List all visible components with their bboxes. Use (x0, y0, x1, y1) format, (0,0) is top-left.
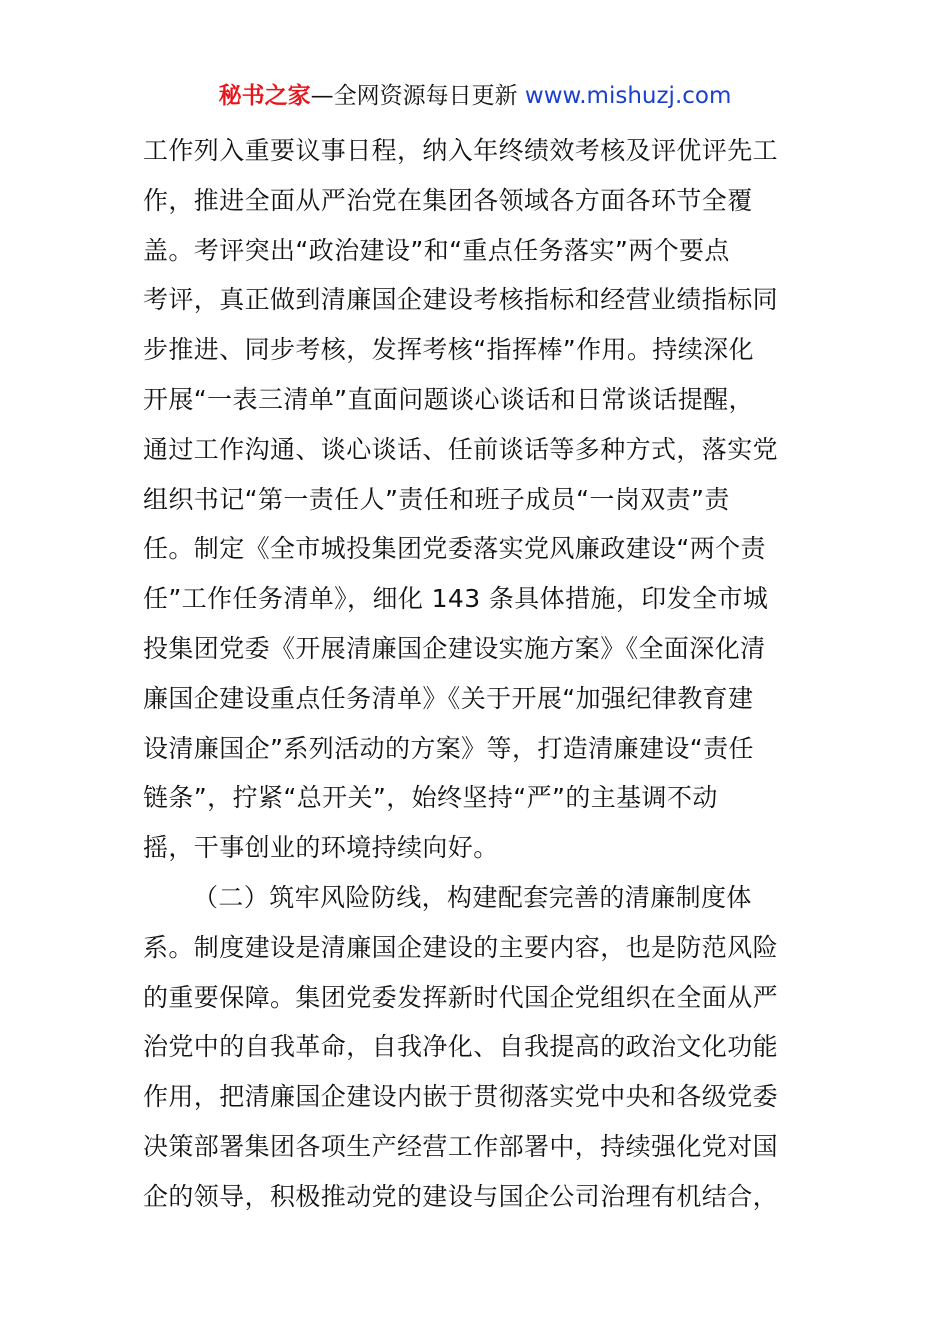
text-line: 决策部署集团各项生产经营工作部署中，持续强化党对国 (143, 1131, 779, 1161)
site-brand: 秘书之家 (218, 83, 311, 109)
section-heading-line: （二）筑牢风险防线，构建配套完善的清廉制度体 (193, 882, 752, 912)
text-line: 工作列入重要议事日程，纳入年终绩效考核及评优评先工 (143, 136, 779, 165)
text-line: 作用，把清廉国企建设内嵌于贯彻落实党中央和各级党委 (143, 1082, 779, 1112)
text-line: 任。制定《全市城投集团党委落实党风廉政建设“两个责 (143, 534, 766, 564)
text-line: 任”工作任务清单》，细化 143 条具体措施，印发全市城 (143, 584, 769, 614)
text-line: 链条”，拧紧“总开关”，始终坚持“严”的主基调不动 (143, 783, 718, 813)
text-line: 摇，干事创业的环境持续向好。 (143, 833, 499, 863)
paragraph-1 (143, 126, 813, 873)
text-line: 步推进、同步考核，发挥考核“指挥棒”作用。持续深化 (143, 335, 754, 365)
text-line: 盖。考评突出“政治建设”和“重点任务落实”两个要点 (143, 235, 730, 265)
text-line: 作，推进全面从严治党在集团各领域各方面各环节全覆 (143, 185, 753, 215)
text-line: 组织书记“第一责任人”责任和班子成员“一岗双责”责 (143, 484, 730, 514)
text-line: 廉国企建设重点任务清单》《关于开展“加强纪律教育建 (143, 683, 754, 713)
site-url-link[interactable]: www.mishuzj.com (524, 83, 732, 109)
text-line: 考评，真正做到清廉国企建设考核指标和经营业绩指标同 (143, 285, 779, 315)
text-line: 设清廉国企”系列活动的方案》等，打造清廉建设“责任 (143, 733, 754, 763)
site-tagline: —全网资源每日更新 (310, 83, 518, 109)
document-body (143, 126, 813, 1222)
site-header (0, 80, 950, 112)
paragraph-2 (143, 873, 813, 1222)
text-line: 的重要保障。集团党委发挥新时代国企党组织在全面从严 (143, 982, 779, 1012)
text-line: 系。制度建设是清廉国企建设的主要内容，也是防范风险 (143, 932, 779, 962)
text-line: 治党中的自我革命，自我净化、自我提高的政治文化功能 (143, 1032, 779, 1062)
text-line: 开展“一表三清单”直面问题谈心谈话和日常谈话提醒， (143, 384, 754, 414)
text-line: 投集团党委《开展清廉国企建设实施方案》《全面深化清 (143, 633, 766, 663)
text-line: 企的领导，积极推动党的建设与国企公司治理有机结合， (143, 1181, 779, 1211)
text-line: 通过工作沟通、谈心谈话、任前谈话等多种方式，落实党 (143, 434, 779, 464)
